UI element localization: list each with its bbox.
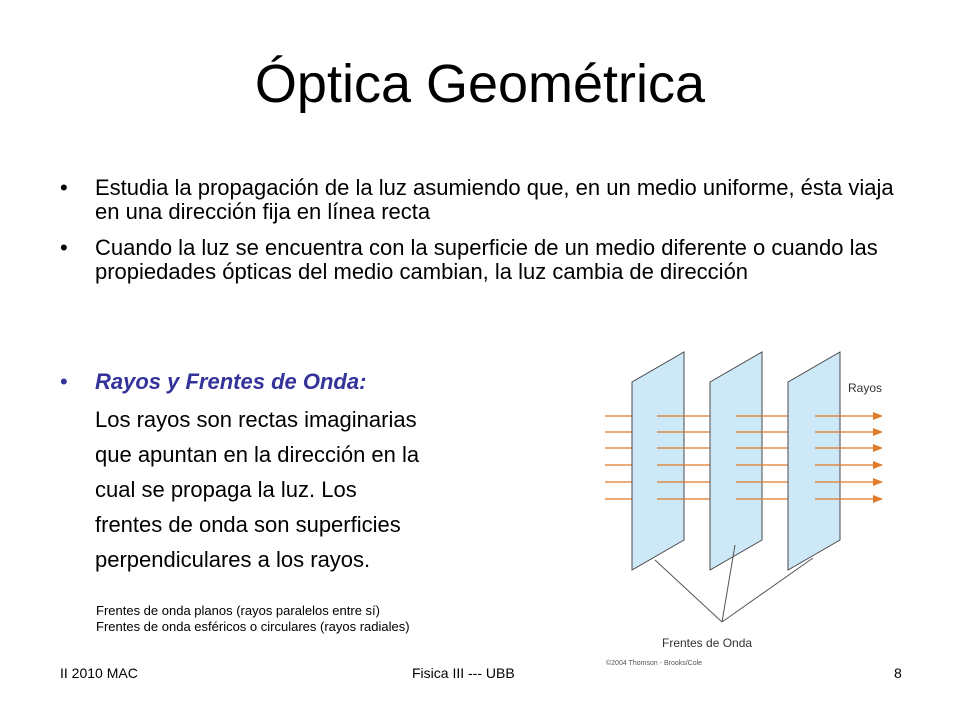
footer-center: Fisica III --- UBB [412,665,515,681]
section-paragraph [95,402,555,577]
bullet-list [60,176,920,296]
wavefront-plane [788,352,840,570]
paragraph-line: que apuntan en la dirección en la [95,442,420,467]
paragraph-line: frentes de onda son superficies [95,512,401,537]
copyright-text: ©2004 Thomson - Brooks/Cole [606,660,703,667]
bullet-item [60,236,920,284]
bullet-icon: • [60,369,68,394]
section-heading [60,370,615,394]
bullet-icon: • [60,235,68,260]
page-number: 8 [894,665,902,681]
wavefront-plane [632,352,684,570]
bullet-item [60,176,920,224]
note-line: Frentes de onda esféricos o circulares (rayos radiales) [96,619,410,634]
section-title: Rayos y Frentes de Onda: [95,369,367,394]
paragraph-line: cual se propaga la luz. Los [95,477,357,502]
paragraph-line: perpendiculares a los rayos. [95,547,371,572]
bullet-icon: • [60,175,68,200]
slide-title: Óptica Geométrica [254,54,706,114]
footer-left: II 2010 MAC [60,665,138,681]
wavefronts-label: Frentes de Onda [662,636,753,650]
note-line: Frentes de onda planos (rayos paralelos entre sí) [96,603,380,618]
rays-label: Rayos [848,381,883,395]
ray-segments-1 [605,416,632,499]
bullet-text: Estudia la propagación de la luz asumiendo que, en un medio uniforme, ésta viaja en una dirección fija en línea recta [95,175,894,224]
figure-notes [96,603,410,635]
wavefront-plane [710,352,762,570]
paragraph-line: Los rayos son rectas imaginarias [95,407,417,432]
bullet-text: Cuando la luz se encuentra con la superficie de un medio diferente o cuando las propiedades ópticas del medio cambian, la luz cambia de dirección [95,235,878,284]
